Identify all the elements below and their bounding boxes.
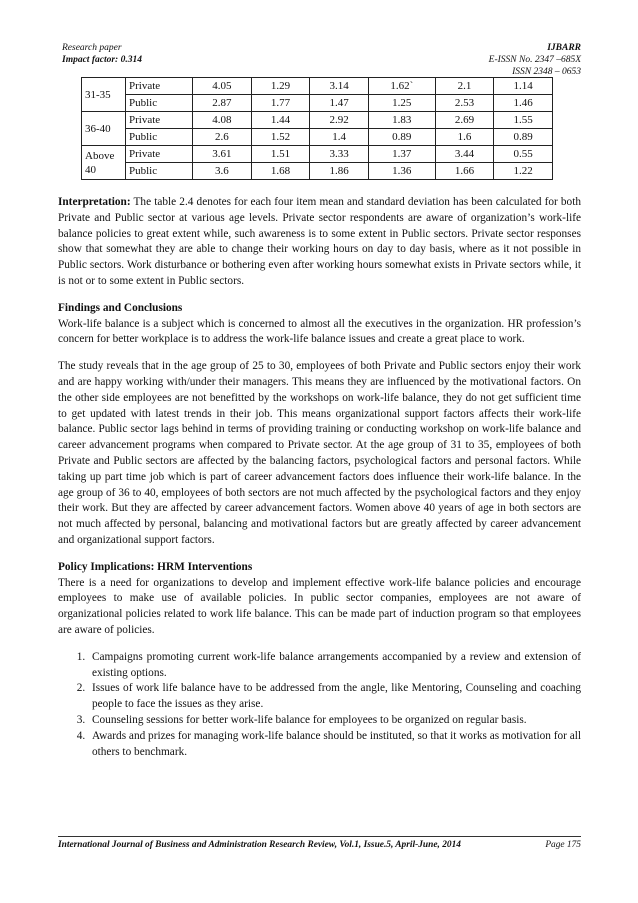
eissn: E-ISSN No. 2347 –685X <box>488 55 581 65</box>
value-cell: 1.14 <box>494 78 553 95</box>
interpretation-paragraph <box>58 195 581 290</box>
table-row <box>82 163 553 180</box>
paper-type: Research paper <box>62 43 122 53</box>
value-cell: 1.77 <box>251 95 310 112</box>
sector-cell: Public <box>126 129 193 146</box>
value-cell: 1.37 <box>368 146 435 163</box>
table-row <box>82 78 553 95</box>
value-cell: 1.22 <box>494 163 553 180</box>
header-right <box>489 42 581 78</box>
value-cell: 1.86 <box>310 163 369 180</box>
value-cell: 1.66 <box>435 163 494 180</box>
age-group-cell: 31-35 <box>82 78 126 112</box>
value-cell: 1.83 <box>368 112 435 129</box>
value-cell: 2.87 <box>193 95 252 112</box>
article-body <box>58 195 581 760</box>
sector-cell: Public <box>126 95 193 112</box>
issn: ISSN 2348 – 0653 <box>512 67 581 77</box>
sector-cell: Private <box>126 112 193 129</box>
value-cell: 4.08 <box>193 112 252 129</box>
policy-list <box>58 650 581 761</box>
value-cell: 1.62` <box>368 78 435 95</box>
findings-paragraph-2: The study reveals that in the age group of 25 to 30, employees of both Private and Public sectors enjoy their work and are happy working with/under their managers. This means they are influenced by the motivational factors. On the other side employees are not benefitted by the workshops on work-life balance, they do not get sufficient time to get updated with latest trends in their job. This means organizational support factors affects their work-life balance. Public sector lags behind in terms of providing training or conducting workshop on work-life balance and career advancement programs when compared to Private sector. At the age group of 31 to 35, employees of both Private and Public sectors are affected by the balancing factors, psychological factors and personal factors. While taking up part time job which is part of career advancement factors does influence their work-life balance. In the age group of 36 to 40, employees of both sectors are not much affected by the psychological factors and they enjoy their work. But they are affected by career advancement factors. Women above 40 years of age in both sectors are not much affected by personal, balancing and motivational factors but are greatly affected by career advancement and organizational support factors. <box>58 360 581 546</box>
value-cell: 1.25 <box>368 95 435 112</box>
value-cell: 1.47 <box>310 95 369 112</box>
footer-journal: International Journal of Business and Administration Research Review, Vol.1, Issue.5, April-June, 2014 <box>58 840 461 850</box>
sector-cell: Private <box>126 146 193 163</box>
value-cell: 1.29 <box>251 78 310 95</box>
interpretation-text: The table 2.4 denotes for each four item mean and standard deviation has been calculated for both Private and Public sector at various age levels. Private sector respondents are aware of organization’s work-life balance policies to great extent while, such awareness is to some extent in Public sectors. Private sector responses show that somewhat they are able to change their working hours on day to day basis, where as it not possible in Public sectors. Work disturbance or bothering even after working hours somewhat exists in Private sectors while, it is not or to some extent in Public sectors. <box>58 196 581 287</box>
value-cell: 3.61 <box>193 146 252 163</box>
value-cell: 0.55 <box>494 146 553 163</box>
table-row <box>82 129 553 146</box>
journal-abbrev: IJBARR <box>547 43 581 53</box>
value-cell: 3.33 <box>310 146 369 163</box>
value-cell: 2.6 <box>193 129 252 146</box>
table-row <box>82 112 553 129</box>
value-cell: 1.46 <box>494 95 553 112</box>
table-row <box>82 146 553 163</box>
policy-heading: Policy Implications: HRM Interventions <box>58 560 253 573</box>
list-item: 4. Awards and prizes for managing work-life balance should be instituted, so that it works as motivation for all others to benchmark. <box>88 729 581 761</box>
value-cell: 2.69 <box>435 112 494 129</box>
value-cell: 2.1 <box>435 78 494 95</box>
value-cell: 1.44 <box>251 112 310 129</box>
findings-heading: Findings and Conclusions <box>58 301 183 314</box>
value-cell: 1.52 <box>251 129 310 146</box>
value-cell: 1.6 <box>435 129 494 146</box>
value-cell: 2.92 <box>310 112 369 129</box>
page-number: Page 175 <box>545 840 581 850</box>
value-cell: 2.53 <box>435 95 494 112</box>
page-footer <box>58 840 581 850</box>
footer-divider <box>58 836 581 837</box>
age-sector-table <box>81 77 553 180</box>
value-cell: 1.51 <box>251 146 310 163</box>
value-cell: 4.05 <box>193 78 252 95</box>
value-cell: 1.55 <box>494 112 553 129</box>
age-group-cell: Above 40 <box>82 146 126 180</box>
value-cell: 3.6 <box>193 163 252 180</box>
findings-paragraph-1: Work-life balance is a subject which is concerned to almost all the executives in the organization. HR profession’s concern for better workplace is to address the work-life balance issues and create a great place to work. <box>58 317 581 346</box>
table-row <box>82 95 553 112</box>
list-item: 1. Campaigns promoting current work-life balance arrangements accompanied by a review and extension of existing options. <box>88 650 581 682</box>
value-cell: 3.44 <box>435 146 494 163</box>
value-cell: 1.68 <box>251 163 310 180</box>
header-left <box>62 42 142 66</box>
value-cell: 1.36 <box>368 163 435 180</box>
value-cell: 3.14 <box>310 78 369 95</box>
value-cell: 0.89 <box>368 129 435 146</box>
interpretation-label: Interpretation: <box>58 196 131 208</box>
value-cell: 0.89 <box>494 129 553 146</box>
sector-cell: Private <box>126 78 193 95</box>
value-cell: 1.4 <box>310 129 369 146</box>
list-item: 3. Counseling sessions for better work-life balance for employees to be organized on regular basis. <box>88 713 581 729</box>
list-item: 2. Issues of work life balance have to be addressed from the angle, like Mentoring, Counseling and coaching people to face the issues as they arise. <box>88 681 581 713</box>
age-group-cell: 36-40 <box>82 112 126 146</box>
impact-factor: Impact factor: 0.314 <box>62 55 142 65</box>
policy-paragraph: There is a need for organizations to develop and implement effective work-life balance policies and encourage employees to make use of available policies. In public sector companies, employees are not aware of organizational policies related to work life balance. This can be made part of induction program so that employees are aware of policies. <box>58 576 581 636</box>
sector-cell: Public <box>126 163 193 180</box>
